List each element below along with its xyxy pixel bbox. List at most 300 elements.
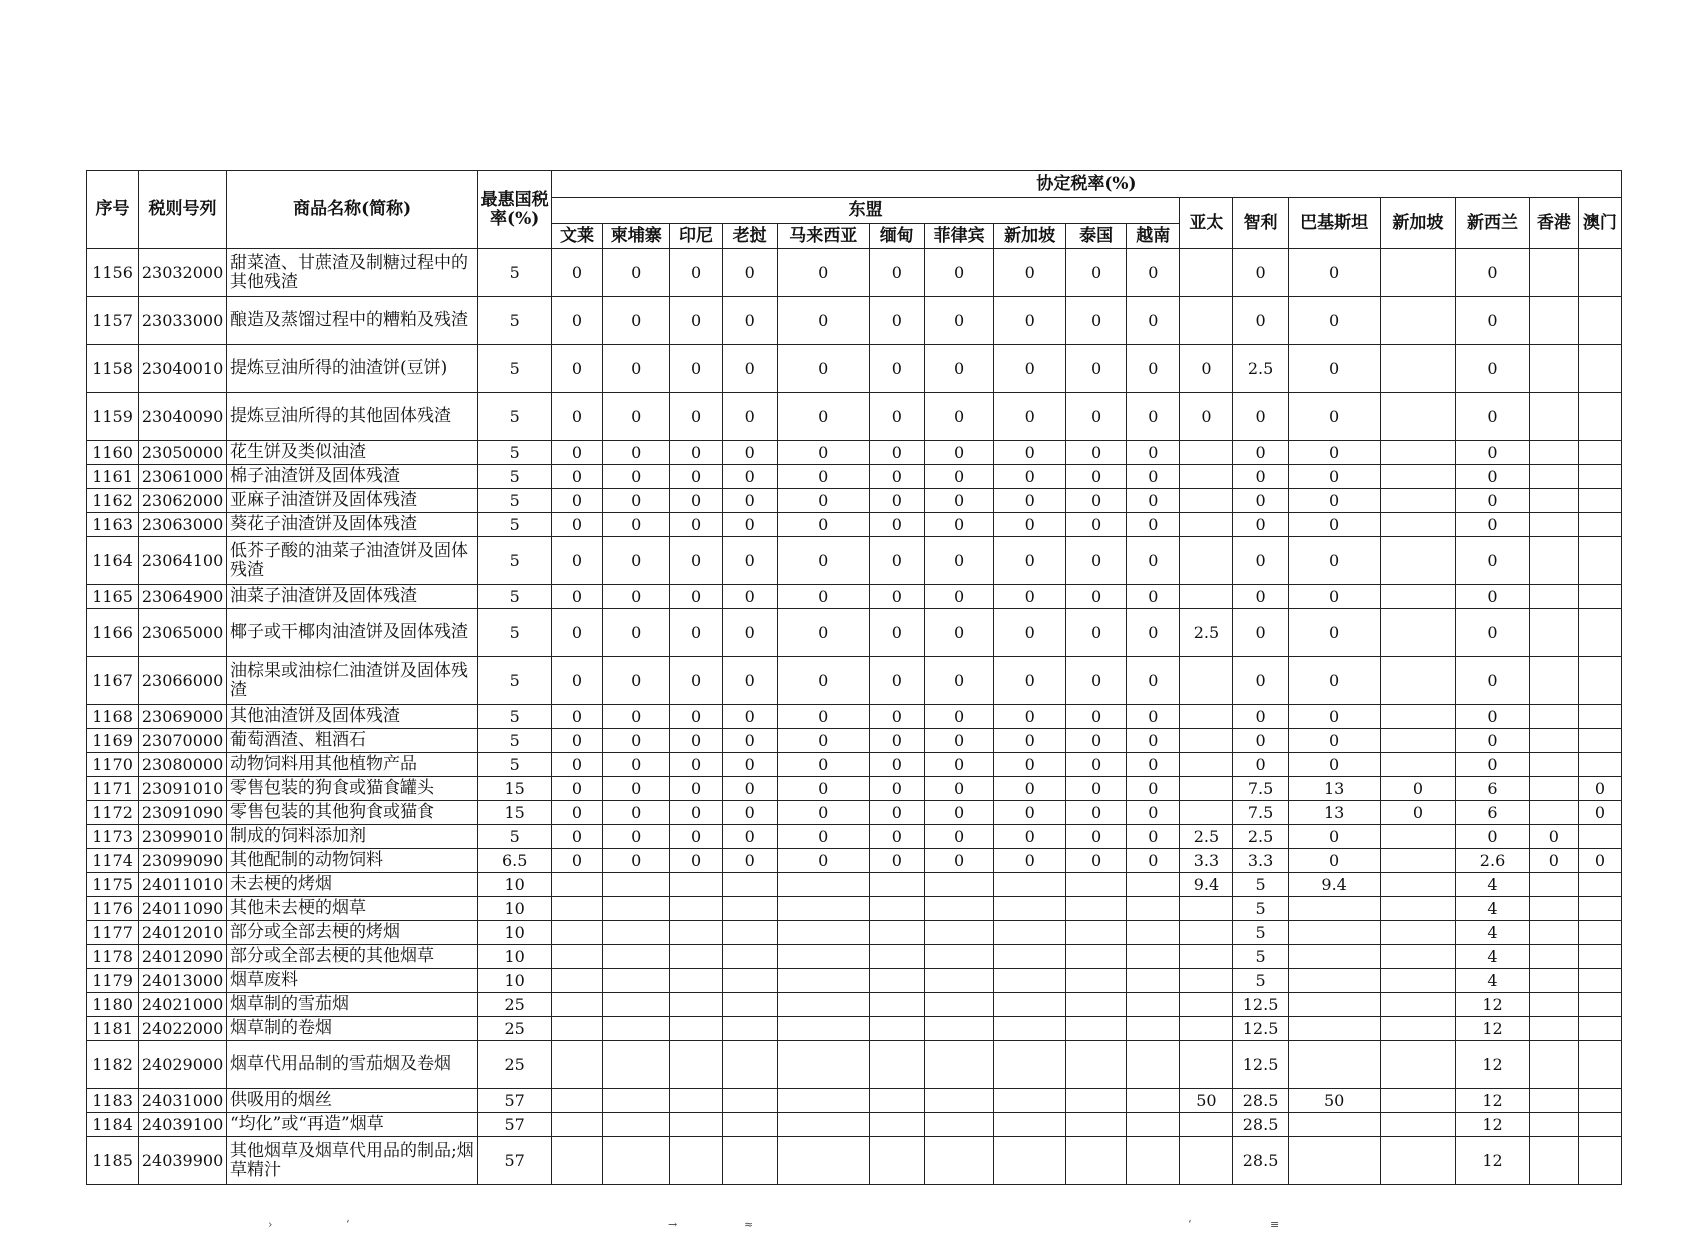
cell-macau [1578,729,1621,753]
cell-name: 提炼豆油所得的油渣饼(豆饼) [226,345,477,393]
cell-asean-rate [869,1089,924,1113]
cell-asean-rate [869,1137,924,1185]
cell-code: 23066000 [139,657,227,705]
cell-apta [1180,513,1233,537]
cell-macau [1578,489,1621,513]
cell-mfn: 5 [478,249,552,297]
header-chile: 智利 [1233,198,1288,249]
cell-new-zealand: 4 [1456,969,1530,993]
scan-mark: → [668,1218,678,1231]
cell-asean-rate: 0 [994,393,1066,441]
cell-asean-rate: 0 [670,297,722,345]
cell-chile: 2.5 [1233,825,1288,849]
cell-new-zealand: 0 [1456,585,1530,609]
cell-asean-rate: 0 [1065,513,1126,537]
cell-chile: 28.5 [1233,1113,1288,1137]
cell-asean-rate: 0 [869,825,924,849]
cell-asean-rate: 0 [1065,393,1126,441]
cell-asean-rate: 0 [924,537,993,585]
cell-new-zealand: 12 [1456,1089,1530,1113]
cell-seq: 1166 [87,609,139,657]
cell-singapore [1380,249,1456,297]
cell-new-zealand: 0 [1456,609,1530,657]
cell-apta [1180,969,1233,993]
cell-singapore [1380,441,1456,465]
cell-macau: 0 [1578,801,1621,825]
cell-code: 24012010 [139,921,227,945]
cell-asean-rate [551,993,602,1017]
cell-macau [1578,1017,1621,1041]
cell-asean-rate [1065,873,1126,897]
cell-singapore [1380,1137,1456,1185]
cell-asean-rate: 0 [670,537,722,585]
cell-asean-rate: 0 [1127,393,1180,441]
cell-mfn: 5 [478,345,552,393]
cell-name: 棉子油渣饼及固体残渣 [226,465,477,489]
cell-hong-kong [1529,657,1578,705]
cell-asean-rate: 0 [777,609,869,657]
cell-asean-rate: 0 [924,297,993,345]
cell-seq: 1168 [87,705,139,729]
cell-code: 23091090 [139,801,227,825]
cell-asean-rate: 0 [1065,297,1126,345]
cell-macau [1578,945,1621,969]
cell-name: 其他未去梗的烟草 [226,897,477,921]
cell-chile: 28.5 [1233,1137,1288,1185]
cell-pakistan: 0 [1288,513,1380,537]
cell-asean-rate [1127,1041,1180,1089]
cell-hong-kong [1529,993,1578,1017]
table-row [87,249,1622,297]
cell-asean-rate: 0 [670,753,722,777]
cell-name: 零售包装的狗食或猫食罐头 [226,777,477,801]
cell-apta: 0 [1180,345,1233,393]
header-laos: 老挝 [722,224,777,249]
cell-asean-rate: 0 [869,753,924,777]
cell-asean-rate [994,921,1066,945]
cell-asean-rate: 0 [603,729,670,753]
cell-asean-rate: 0 [603,705,670,729]
cell-code: 24039100 [139,1113,227,1137]
cell-asean-rate [1127,1113,1180,1137]
cell-singapore [1380,1017,1456,1041]
cell-asean-rate: 0 [603,753,670,777]
table-row [87,921,1622,945]
cell-new-zealand: 12 [1456,1017,1530,1041]
cell-name: 烟草代用品制的雪茄烟及卷烟 [226,1041,477,1089]
scan-marks [0,1218,1704,1234]
cell-asean-rate: 0 [1065,801,1126,825]
cell-new-zealand: 6 [1456,777,1530,801]
cell-asean-rate: 0 [869,489,924,513]
cell-chile: 5 [1233,945,1288,969]
table-row [87,465,1622,489]
cell-singapore [1380,753,1456,777]
header-vietnam: 越南 [1127,224,1180,249]
cell-macau [1578,513,1621,537]
cell-macau [1578,1137,1621,1185]
cell-new-zealand: 0 [1456,513,1530,537]
cell-mfn: 10 [478,945,552,969]
table-row [87,297,1622,345]
cell-asean-rate: 0 [924,393,993,441]
cell-asean-rate: 0 [551,753,602,777]
cell-pakistan [1288,1017,1380,1041]
table-row [87,1041,1622,1089]
scan-mark: ‘ [346,1218,350,1231]
cell-macau [1578,873,1621,897]
cell-seq: 1183 [87,1089,139,1113]
table-row [87,441,1622,465]
cell-asean-rate: 0 [722,705,777,729]
cell-asean-rate: 0 [924,513,993,537]
table-row [87,609,1622,657]
cell-asean-rate: 0 [777,801,869,825]
cell-asean-rate: 0 [1065,585,1126,609]
cell-asean-rate: 0 [722,729,777,753]
cell-asean-rate: 0 [551,465,602,489]
cell-asean-rate [722,1137,777,1185]
cell-asean-rate [777,993,869,1017]
cell-asean-rate: 0 [869,705,924,729]
cell-asean-rate [603,993,670,1017]
cell-chile: 5 [1233,873,1288,897]
cell-asean-rate: 0 [994,585,1066,609]
cell-asean-rate: 0 [722,249,777,297]
cell-asean-rate: 0 [551,513,602,537]
cell-asean-rate: 0 [670,441,722,465]
cell-new-zealand: 12 [1456,993,1530,1017]
cell-asean-rate [924,873,993,897]
cell-new-zealand: 0 [1456,705,1530,729]
cell-macau [1578,465,1621,489]
cell-asean-rate: 0 [670,729,722,753]
cell-code: 24039900 [139,1137,227,1185]
cell-asean-rate: 0 [1127,585,1180,609]
cell-asean-rate: 0 [670,801,722,825]
cell-chile: 0 [1233,537,1288,585]
cell-seq: 1160 [87,441,139,465]
cell-asean-rate: 0 [994,345,1066,393]
cell-pakistan [1288,1041,1380,1089]
cell-asean-rate: 0 [777,489,869,513]
cell-asean-rate: 0 [994,513,1066,537]
cell-asean-rate: 0 [551,249,602,297]
cell-hong-kong [1529,945,1578,969]
cell-asean-rate: 0 [994,849,1066,873]
cell-asean-rate: 0 [722,849,777,873]
cell-hong-kong [1529,729,1578,753]
cell-mfn: 57 [478,1137,552,1185]
cell-asean-rate [777,945,869,969]
header-singapore: 新加坡 [1380,198,1456,249]
cell-pakistan [1288,1137,1380,1185]
cell-asean-rate [1065,897,1126,921]
cell-seq: 1162 [87,489,139,513]
cell-asean-rate: 0 [994,441,1066,465]
cell-asean-rate: 0 [924,753,993,777]
cell-asean-rate [869,1017,924,1041]
cell-singapore [1380,945,1456,969]
cell-hong-kong [1529,921,1578,945]
cell-apta [1180,297,1233,345]
cell-pakistan [1288,921,1380,945]
cell-apta: 50 [1180,1089,1233,1113]
cell-asean-rate: 0 [551,609,602,657]
cell-asean-rate [777,897,869,921]
cell-mfn: 5 [478,537,552,585]
cell-code: 24013000 [139,969,227,993]
cell-asean-rate [722,969,777,993]
cell-new-zealand: 12 [1456,1137,1530,1185]
header-philippines: 菲律宾 [924,224,993,249]
cell-asean-rate: 0 [1127,609,1180,657]
cell-mfn: 5 [478,513,552,537]
cell-asean-rate: 0 [924,249,993,297]
table-row [87,1113,1622,1137]
cell-seq: 1161 [87,465,139,489]
cell-hong-kong [1529,801,1578,825]
cell-asean-rate: 0 [1127,465,1180,489]
cell-asean-rate: 0 [777,513,869,537]
cell-macau [1578,1089,1621,1113]
cell-hong-kong: 0 [1529,849,1578,873]
cell-singapore [1380,1041,1456,1089]
cell-asean-rate: 0 [603,801,670,825]
cell-asean-rate: 0 [869,657,924,705]
cell-asean-rate: 0 [924,489,993,513]
cell-asean-rate: 0 [1065,657,1126,705]
cell-asean-rate [1065,969,1126,993]
cell-asean-rate: 0 [603,777,670,801]
cell-macau [1578,753,1621,777]
cell-macau [1578,897,1621,921]
cell-asean-rate: 0 [777,465,869,489]
cell-pakistan [1288,969,1380,993]
cell-new-zealand: 12 [1456,1113,1530,1137]
cell-code: 24011010 [139,873,227,897]
cell-singapore [1380,729,1456,753]
header-cambodia: 柬埔寨 [603,224,670,249]
cell-asean-rate: 0 [1065,729,1126,753]
cell-code: 23040010 [139,345,227,393]
cell-asean-rate [551,1137,602,1185]
cell-apta [1180,993,1233,1017]
cell-asean-rate [869,969,924,993]
cell-singapore [1380,897,1456,921]
table-row [87,1089,1622,1113]
cell-hong-kong [1529,345,1578,393]
cell-asean-rate [603,969,670,993]
cell-asean-rate: 0 [551,825,602,849]
cell-macau [1578,657,1621,705]
cell-pakistan [1288,1113,1380,1137]
header-name: 商品名称(简称) [226,171,477,249]
cell-asean-rate [603,1041,670,1089]
cell-chile: 0 [1233,249,1288,297]
cell-hong-kong [1529,897,1578,921]
header-asean: 东盟 [551,198,1179,224]
cell-asean-rate [603,945,670,969]
cell-asean-rate: 0 [603,249,670,297]
cell-mfn: 10 [478,969,552,993]
cell-new-zealand: 12 [1456,1041,1530,1089]
cell-hong-kong [1529,705,1578,729]
cell-asean-rate: 0 [1065,609,1126,657]
cell-name: 油菜子油渣饼及固体残渣 [226,585,477,609]
cell-asean-rate [994,1041,1066,1089]
cell-chile: 7.5 [1233,801,1288,825]
cell-asean-rate [551,897,602,921]
table-row [87,729,1622,753]
cell-asean-rate: 0 [670,777,722,801]
cell-hong-kong [1529,393,1578,441]
cell-asean-rate: 0 [777,753,869,777]
cell-asean-rate [1065,1113,1126,1137]
cell-seq: 1169 [87,729,139,753]
cell-asean-rate: 0 [551,729,602,753]
header-singapore-asean: 新加坡 [994,224,1066,249]
cell-apta [1180,921,1233,945]
cell-asean-rate: 0 [1127,753,1180,777]
cell-apta: 2.5 [1180,609,1233,657]
cell-chile: 7.5 [1233,777,1288,801]
cell-asean-rate [1127,1137,1180,1185]
cell-asean-rate: 0 [551,849,602,873]
cell-singapore [1380,705,1456,729]
cell-asean-rate: 0 [1127,489,1180,513]
cell-asean-rate [777,1089,869,1113]
cell-apta: 2.5 [1180,825,1233,849]
cell-code: 23064900 [139,585,227,609]
cell-pakistan: 0 [1288,729,1380,753]
cell-asean-rate: 0 [1065,489,1126,513]
cell-mfn: 6.5 [478,849,552,873]
cell-asean-rate: 0 [722,585,777,609]
cell-asean-rate [1065,945,1126,969]
cell-asean-rate [924,921,993,945]
cell-asean-rate: 0 [994,753,1066,777]
cell-code: 23033000 [139,297,227,345]
cell-asean-rate [924,1113,993,1137]
tariff-table-container [86,170,1622,1185]
cell-asean-rate [670,945,722,969]
cell-asean-rate: 0 [551,705,602,729]
cell-chile: 0 [1233,393,1288,441]
cell-asean-rate: 0 [924,657,993,705]
cell-new-zealand: 0 [1456,489,1530,513]
cell-seq: 1156 [87,249,139,297]
cell-asean-rate: 0 [924,345,993,393]
cell-chile: 5 [1233,969,1288,993]
cell-chile: 2.5 [1233,345,1288,393]
cell-apta [1180,489,1233,513]
cell-asean-rate: 0 [924,441,993,465]
cell-asean-rate: 0 [1065,825,1126,849]
cell-asean-rate [603,1137,670,1185]
cell-code: 23064100 [139,537,227,585]
cell-seq: 1173 [87,825,139,849]
cell-asean-rate [869,921,924,945]
cell-asean-rate: 0 [994,801,1066,825]
cell-code: 23063000 [139,513,227,537]
cell-asean-rate: 0 [1127,849,1180,873]
scan-mark: ‘ [1188,1218,1192,1231]
cell-hong-kong [1529,465,1578,489]
cell-asean-rate: 0 [777,393,869,441]
cell-asean-rate: 0 [777,537,869,585]
cell-asean-rate [994,969,1066,993]
cell-asean-rate: 0 [1127,249,1180,297]
header-thailand: 泰国 [1065,224,1126,249]
cell-macau [1578,441,1621,465]
cell-singapore: 0 [1380,801,1456,825]
cell-name: 酿造及蒸馏过程中的糟粕及残渣 [226,297,477,345]
cell-pakistan: 0 [1288,657,1380,705]
cell-mfn: 5 [478,585,552,609]
cell-asean-rate: 0 [1065,441,1126,465]
cell-hong-kong [1529,249,1578,297]
header-brunei: 文莱 [551,224,602,249]
table-body [87,249,1622,1185]
cell-asean-rate [603,1089,670,1113]
cell-asean-rate: 0 [869,777,924,801]
cell-asean-rate [1127,1089,1180,1113]
cell-asean-rate [670,873,722,897]
cell-asean-rate: 0 [994,777,1066,801]
cell-apta [1180,753,1233,777]
cell-chile: 5 [1233,897,1288,921]
cell-singapore [1380,537,1456,585]
cell-asean-rate: 0 [722,777,777,801]
cell-code: 23070000 [139,729,227,753]
cell-code: 24029000 [139,1041,227,1089]
cell-asean-rate: 0 [603,513,670,537]
cell-chile: 0 [1233,513,1288,537]
cell-hong-kong [1529,1041,1578,1089]
cell-asean-rate [603,897,670,921]
table-row [87,897,1622,921]
cell-singapore [1380,297,1456,345]
cell-seq: 1179 [87,969,139,993]
cell-asean-rate [1127,969,1180,993]
cell-seq: 1175 [87,873,139,897]
cell-asean-rate [777,921,869,945]
cell-new-zealand: 0 [1456,345,1530,393]
cell-asean-rate: 0 [1127,441,1180,465]
cell-asean-rate: 0 [994,657,1066,705]
cell-asean-rate: 0 [722,753,777,777]
cell-code: 23065000 [139,609,227,657]
scan-mark: › [268,1218,273,1231]
cell-apta [1180,1137,1233,1185]
cell-hong-kong: 0 [1529,825,1578,849]
cell-chile: 0 [1233,465,1288,489]
table-row [87,825,1622,849]
cell-asean-rate: 0 [869,801,924,825]
cell-pakistan: 13 [1288,777,1380,801]
cell-seq: 1181 [87,1017,139,1041]
cell-mfn: 5 [478,705,552,729]
cell-mfn: 5 [478,465,552,489]
cell-new-zealand: 4 [1456,873,1530,897]
cell-seq: 1159 [87,393,139,441]
cell-pakistan [1288,945,1380,969]
cell-singapore [1380,513,1456,537]
header-apta: 亚太 [1180,198,1233,249]
cell-asean-rate [994,897,1066,921]
cell-hong-kong [1529,609,1578,657]
